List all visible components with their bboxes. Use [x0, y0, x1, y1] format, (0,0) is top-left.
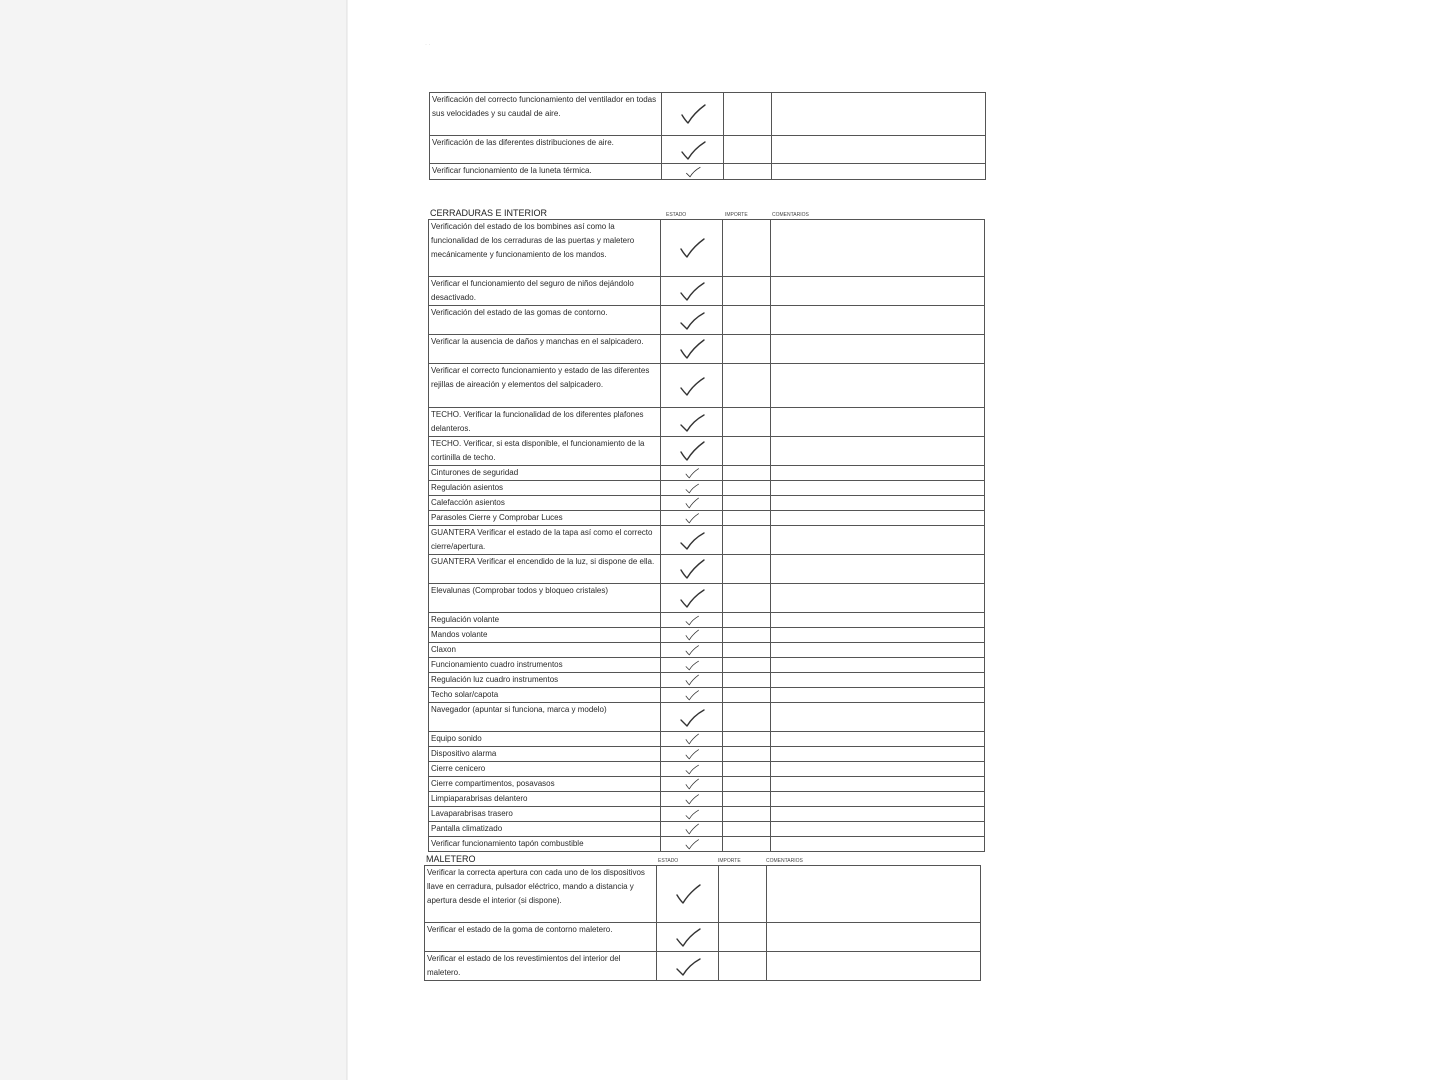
checklist-row: [429, 555, 985, 584]
checklist-row: [429, 526, 985, 555]
checklist-row: [429, 466, 985, 481]
checklist-row: [429, 807, 985, 822]
importe-cell[interactable]: [723, 747, 771, 762]
importe-cell[interactable]: [724, 93, 772, 136]
item-description: Verificar el funcionamiento del seguro de niños dejándolo desactivado.: [429, 277, 661, 306]
item-description: Regulación asientos: [429, 481, 661, 496]
header-comentarios: COMENTARIOS: [772, 212, 809, 218]
importe-cell[interactable]: [723, 220, 771, 277]
checklist-row: [430, 93, 986, 136]
checkmark-icon: [677, 793, 707, 805]
item-description: Verificar la ausencia de daños y manchas en el salpicadero.: [429, 335, 661, 364]
estado-cell: [662, 93, 724, 136]
importe-cell[interactable]: [723, 822, 771, 837]
header-comentarios: COMENTARIOS: [766, 858, 803, 864]
estado-cell: [661, 613, 723, 628]
estado-cell: [657, 923, 719, 952]
comentarios-cell[interactable]: [771, 364, 985, 408]
checkmark-icon: [677, 808, 707, 820]
checklist-row: [430, 136, 986, 164]
item-description: Regulación volante: [429, 613, 661, 628]
estado-cell: [661, 777, 723, 792]
checklist-row: [429, 306, 985, 335]
checklist-row: [429, 496, 985, 511]
estado-cell: [662, 164, 724, 180]
item-description: Lavaparabrisas trasero: [429, 807, 661, 822]
estado-cell: [661, 481, 723, 496]
importe-cell[interactable]: [723, 466, 771, 481]
item-description: Dispositivo alarma: [429, 747, 661, 762]
checklist-row: [429, 762, 985, 777]
importe-cell[interactable]: [723, 481, 771, 496]
checklist-row: [429, 703, 985, 732]
importe-cell[interactable]: [723, 762, 771, 777]
header-importe: IMPORTE: [718, 858, 741, 864]
importe-cell[interactable]: [719, 923, 767, 952]
item-description: Regulación luz cuadro instrumentos: [429, 673, 661, 688]
importe-cell[interactable]: [723, 673, 771, 688]
importe-cell[interactable]: [723, 526, 771, 555]
estado-cell: [661, 792, 723, 807]
comentarios-cell[interactable]: [771, 584, 985, 613]
comentarios-cell[interactable]: [771, 408, 985, 437]
estado-cell: [661, 306, 723, 335]
item-description: Cinturones de seguridad: [429, 466, 661, 481]
checkmark-icon: [677, 778, 707, 790]
importe-cell[interactable]: [723, 643, 771, 658]
estado-cell: [661, 822, 723, 837]
checklist-row: [429, 437, 985, 466]
item-description: Claxon: [429, 643, 661, 658]
estado-cell: [661, 628, 723, 643]
importe-cell[interactable]: [724, 164, 772, 180]
header-estado: ESTADO: [666, 212, 687, 218]
estado-cell: [657, 866, 719, 923]
comentarios-cell[interactable]: [771, 807, 985, 822]
estado-cell: [661, 747, 723, 762]
item-description: Equipo sonido: [429, 732, 661, 747]
comentarios-cell[interactable]: [767, 952, 981, 981]
importe-cell[interactable]: [719, 952, 767, 981]
item-description: Elevalunas (Comprobar todos y bloqueo cristales): [429, 584, 661, 613]
checklist-row: [429, 792, 985, 807]
importe-cell[interactable]: [723, 807, 771, 822]
checklist-row: [425, 866, 981, 923]
estado-cell: [661, 807, 723, 822]
comentarios-cell[interactable]: [771, 437, 985, 466]
estado-cell: [661, 496, 723, 511]
estado-cell: [661, 658, 723, 673]
header-estado: ESTADO: [658, 858, 679, 864]
checklist-row: [429, 584, 985, 613]
checkmark-icon: [677, 467, 707, 479]
checklist-row: [429, 408, 985, 437]
estado-cell: [661, 643, 723, 658]
estado-cell: [661, 703, 723, 732]
importe-cell[interactable]: [723, 688, 771, 703]
comentarios-cell[interactable]: [771, 277, 985, 306]
section-climatizacion: [429, 92, 986, 180]
checkmark-icon: [677, 309, 707, 331]
checkmark-icon: [677, 733, 707, 745]
comentarios-cell[interactable]: [771, 643, 985, 658]
checkmark-icon: [677, 706, 707, 728]
comentarios-cell[interactable]: [771, 466, 985, 481]
checkmark-icon: [677, 587, 707, 609]
importe-cell[interactable]: [723, 613, 771, 628]
checkmark-icon: [677, 529, 707, 551]
checklist-row: [429, 777, 985, 792]
comentarios-cell[interactable]: [772, 164, 986, 180]
item-description: TECHO. Verificar la funcionalidad de los diferentes plafones delanteros.: [429, 408, 661, 437]
checkmark-icon: [677, 614, 707, 626]
checklist-row: [429, 364, 985, 408]
comentarios-cell[interactable]: [771, 703, 985, 732]
item-description: Verificación de las diferentes distribuciones de aire.: [430, 136, 662, 164]
checkmark-icon: [677, 674, 707, 686]
header-importe: IMPORTE: [725, 212, 748, 218]
importe-cell[interactable]: [723, 306, 771, 335]
estado-cell: [661, 584, 723, 613]
comentarios-cell[interactable]: [771, 658, 985, 673]
checkmark-icon: [677, 823, 707, 835]
estado-cell: [661, 688, 723, 703]
estado-cell: [661, 762, 723, 777]
checklist-row: [429, 277, 985, 306]
estado-cell: [661, 466, 723, 481]
importe-cell[interactable]: [723, 511, 771, 526]
comentarios-cell[interactable]: [771, 822, 985, 837]
checkmark-icon: [677, 558, 707, 580]
importe-cell[interactable]: [723, 792, 771, 807]
checklist-row: [429, 613, 985, 628]
item-description: Verificación del estado de las gomas de contorno.: [429, 306, 661, 335]
comentarios-cell[interactable]: [771, 628, 985, 643]
importe-cell[interactable]: [719, 866, 767, 923]
estado-cell: [661, 277, 723, 306]
item-description: Funcionamiento cuadro instrumentos: [429, 658, 661, 673]
comentarios-cell[interactable]: [771, 688, 985, 703]
item-description: Cierre compartimentos, posavasos: [429, 777, 661, 792]
importe-cell[interactable]: [723, 584, 771, 613]
checklist-row: [429, 658, 985, 673]
checkmark-icon: [677, 689, 707, 701]
item-description: Mandos volante: [429, 628, 661, 643]
estado-cell: [661, 511, 723, 526]
checklist-row: [429, 481, 985, 496]
checkmark-icon: [677, 748, 707, 760]
checklist-row: [425, 952, 981, 981]
item-description: Verificar funcionamiento tapón combustible: [429, 837, 661, 852]
checklist-row: [429, 628, 985, 643]
item-description: Techo solar/capota: [429, 688, 661, 703]
checkmark-icon: [677, 497, 707, 509]
comentarios-cell[interactable]: [771, 511, 985, 526]
estado-cell: [657, 952, 719, 981]
item-description: Parasoles Cierre y Comprobar Luces: [429, 511, 661, 526]
item-description: Verificar el correcto funcionamiento y estado de las diferentes rejillas de aireación y elementos del salpicadero.: [429, 364, 661, 408]
importe-cell[interactable]: [724, 136, 772, 164]
item-description: Navegador (apuntar si funciona, marca y modelo): [429, 703, 661, 732]
estado-cell: [661, 335, 723, 364]
comentarios-cell[interactable]: [767, 923, 981, 952]
checklist-table-top: [429, 92, 986, 180]
item-description: Calefacción asientos: [429, 496, 661, 511]
checklist-row: [429, 688, 985, 703]
importe-cell[interactable]: [723, 437, 771, 466]
checklist-row: [429, 837, 985, 852]
comentarios-cell[interactable]: [771, 747, 985, 762]
importe-cell[interactable]: [723, 277, 771, 306]
section-title: MALETERO: [426, 854, 476, 864]
estado-cell: [661, 364, 723, 408]
importe-cell[interactable]: [723, 658, 771, 673]
checklist-table-cerraduras: [428, 219, 985, 852]
item-description: GUANTERA Verificar el encendido de la luz, si dispone de ella.: [429, 555, 661, 584]
checkmark-icon: [677, 629, 707, 641]
checkmark-icon: [677, 440, 707, 462]
comentarios-cell[interactable]: [771, 673, 985, 688]
checklist-row: [429, 822, 985, 837]
importe-cell[interactable]: [723, 837, 771, 852]
item-description: GUANTERA Verificar el estado de la tapa así como el correcto cierre/apertura.: [429, 526, 661, 555]
item-description: Verificar el estado de la goma de contorno maletero.: [425, 923, 657, 952]
item-description: Verificar el estado de los revestimientos del interior del maletero.: [425, 952, 657, 981]
item-description: Verificar funcionamiento de la luneta térmica.: [430, 164, 662, 180]
comentarios-cell[interactable]: [771, 526, 985, 555]
importe-cell[interactable]: [723, 335, 771, 364]
comentarios-cell[interactable]: [767, 866, 981, 923]
checklist-row: [429, 673, 985, 688]
checkmark-icon: [677, 338, 707, 360]
comentarios-cell[interactable]: [771, 496, 985, 511]
comentarios-cell[interactable]: [771, 613, 985, 628]
checkmark-icon: [677, 512, 707, 524]
importe-cell[interactable]: [723, 496, 771, 511]
checkmark-icon: [677, 280, 707, 302]
checkmark-icon: [677, 237, 707, 259]
section-cerraduras-interior: [428, 207, 985, 852]
scan-speck: · ·: [425, 42, 431, 48]
estado-cell: [661, 408, 723, 437]
comentarios-cell[interactable]: [772, 136, 986, 164]
item-description: Verificar la correcta apertura con cada uno de los dispositivos llave en cerradura, pulsador eléctrico, mando a distancia y apertura desde el interior (si dispone).: [425, 866, 657, 923]
importe-cell[interactable]: [723, 364, 771, 408]
estado-cell: [661, 437, 723, 466]
comentarios-cell[interactable]: [771, 306, 985, 335]
importe-cell[interactable]: [723, 628, 771, 643]
comentarios-cell[interactable]: [771, 777, 985, 792]
checklist-row: [429, 732, 985, 747]
importe-cell[interactable]: [723, 732, 771, 747]
checklist-row: [430, 164, 986, 180]
checkmark-icon: [677, 659, 707, 671]
comentarios-cell[interactable]: [771, 762, 985, 777]
checklist-row: [429, 511, 985, 526]
comentarios-cell[interactable]: [771, 220, 985, 277]
checkmark-icon: [678, 139, 708, 161]
section-title: CERRADURAS E INTERIOR: [430, 208, 548, 218]
comentarios-cell[interactable]: [771, 732, 985, 747]
comentarios-cell[interactable]: [771, 481, 985, 496]
checkmark-icon: [673, 926, 703, 948]
estado-cell: [661, 555, 723, 584]
checkmark-icon: [677, 763, 707, 775]
comentarios-cell[interactable]: [771, 837, 985, 852]
checklist-row: [429, 643, 985, 658]
checkmark-icon: [673, 955, 703, 977]
comentarios-cell[interactable]: [771, 335, 985, 364]
checklist-table-maletero: [424, 865, 981, 981]
estado-cell: [661, 673, 723, 688]
estado-cell: [661, 220, 723, 277]
section-maletero: [424, 853, 981, 981]
checkmark-icon: [677, 375, 707, 397]
item-description: Cierre cenicero: [429, 762, 661, 777]
comentarios-cell[interactable]: [771, 555, 985, 584]
item-description: Limpiaparabrisas delantero: [429, 792, 661, 807]
checkmark-icon: [677, 644, 707, 656]
checkmark-icon: [677, 838, 707, 850]
checklist-row: [429, 220, 985, 277]
importe-cell[interactable]: [723, 777, 771, 792]
checkmark-icon: [678, 165, 708, 178]
checklist-row: [429, 747, 985, 762]
estado-cell: [661, 732, 723, 747]
checkmark-icon: [673, 883, 703, 905]
checklist-row: [425, 923, 981, 952]
checkmark-icon: [678, 103, 708, 125]
importe-cell[interactable]: [723, 408, 771, 437]
estado-cell: [661, 837, 723, 852]
comentarios-cell[interactable]: [771, 792, 985, 807]
checkmark-icon: [677, 411, 707, 433]
importe-cell[interactable]: [723, 703, 771, 732]
item-description: Pantalla climatizado: [429, 822, 661, 837]
checklist-row: [429, 335, 985, 364]
estado-cell: [662, 136, 724, 164]
importe-cell[interactable]: [723, 555, 771, 584]
comentarios-cell[interactable]: [772, 93, 986, 136]
checkmark-icon: [677, 482, 707, 494]
item-description: TECHO. Verificar, si esta disponible, el funcionamiento de la cortinilla de techo.: [429, 437, 661, 466]
estado-cell: [661, 526, 723, 555]
item-description: Verificación del estado de los bombines así como la funcionalidad de los cerraduras de las puertas y maletero mecánicamente y funcionamiento de los mandos.: [429, 220, 661, 277]
item-description: Verificación del correcto funcionamiento del ventilador en todas sus velocidades y su caudal de aire.: [430, 93, 662, 136]
